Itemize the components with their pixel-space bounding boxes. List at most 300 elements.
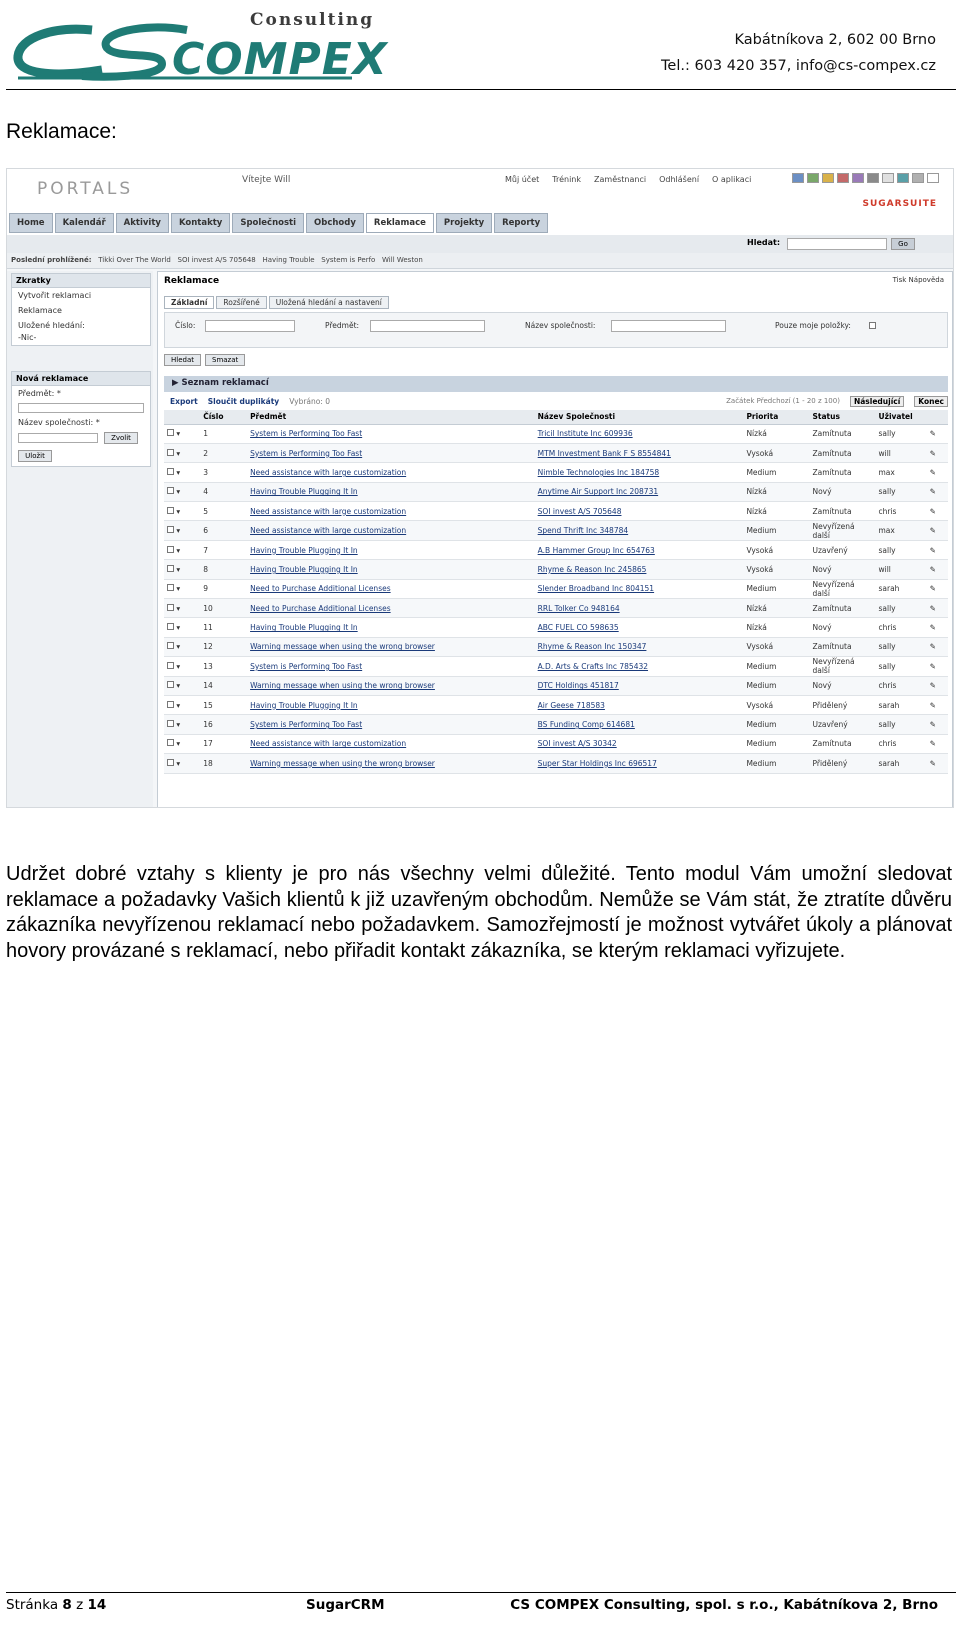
row-subject[interactable]: Need assistance with large customization xyxy=(247,521,535,540)
theme-swatch[interactable] xyxy=(822,173,834,183)
row-account[interactable]: MTM Investment Bank F S 8554841 xyxy=(535,443,744,462)
last-viewed-bar xyxy=(7,253,954,269)
theme-swatch[interactable] xyxy=(852,173,864,183)
col-user[interactable]: Uživatel xyxy=(876,410,927,424)
tab-home[interactable]: Home xyxy=(9,213,53,233)
theme-swatch[interactable] xyxy=(927,173,939,183)
row-account[interactable]: SOI invest A/S 705648 xyxy=(535,502,744,521)
filter-account-input[interactable] xyxy=(611,320,726,332)
row-priority: Vysoká xyxy=(743,637,809,656)
table-row[interactable] xyxy=(164,482,948,501)
row-subject[interactable]: System is Performing Too Fast xyxy=(247,715,535,734)
filter-number-input[interactable] xyxy=(205,320,295,332)
row-status: Zamítnuta xyxy=(809,599,875,618)
table-row[interactable] xyxy=(164,599,948,618)
row-checkbox[interactable] xyxy=(167,642,174,649)
row-menu-icon[interactable]: ▾ xyxy=(174,526,181,536)
row-subject[interactable]: Need assistance with large customization xyxy=(247,734,535,753)
tab-reports[interactable]: Reporty xyxy=(494,213,548,233)
row-checkbox[interactable] xyxy=(167,487,174,494)
edit-icon[interactable]: ✎ xyxy=(927,579,948,598)
theme-swatch[interactable] xyxy=(882,173,894,183)
filter-search-button[interactable]: Hledat xyxy=(164,354,201,366)
tab-accounts[interactable]: Společnosti xyxy=(232,213,304,233)
row-account[interactable]: DTC Holdings 451817 xyxy=(535,676,744,695)
row-subject[interactable]: Need assistance with large customization xyxy=(247,463,535,482)
list-toggle-icon[interactable]: ▶ xyxy=(172,378,179,388)
saved-search-select[interactable]: -Nic- xyxy=(18,333,37,342)
row-user: sally xyxy=(876,599,927,618)
row-checkbox[interactable] xyxy=(167,681,174,688)
row-checkbox[interactable] xyxy=(167,701,174,708)
saved-search-label: Uložené hledání: xyxy=(18,321,85,330)
tab-contacts[interactable]: Kontakty xyxy=(171,213,230,233)
row-select-cell xyxy=(164,599,200,618)
row-status: Nový xyxy=(809,560,875,579)
row-account[interactable]: Rhyme & Reason Inc 245865 xyxy=(535,560,744,579)
row-user: max xyxy=(876,463,927,482)
new-case-account-input[interactable] xyxy=(18,433,98,443)
row-menu-icon[interactable]: ▾ xyxy=(174,720,181,730)
row-account[interactable]: Spend Thrift Inc 348784 xyxy=(535,521,744,540)
row-account[interactable]: A.B Hammer Group Inc 654763 xyxy=(535,540,744,559)
section-title: Reklamace: xyxy=(6,120,117,143)
row-number: 14 xyxy=(200,676,247,695)
row-user: sally xyxy=(876,637,927,656)
print-help-links[interactable]: Tisk Nápověda xyxy=(892,276,944,284)
row-checkbox[interactable] xyxy=(167,584,174,591)
row-checkbox[interactable] xyxy=(167,604,174,611)
row-status: Nevyřízená další xyxy=(809,579,875,598)
row-checkbox[interactable] xyxy=(167,720,174,727)
edit-icon[interactable]: ✎ xyxy=(927,424,948,443)
row-subject[interactable]: System is Performing Too Fast xyxy=(247,424,535,443)
edit-icon[interactable]: ✎ xyxy=(927,443,948,462)
list-tools xyxy=(164,394,948,408)
row-number: 8 xyxy=(200,560,247,579)
row-number: 10 xyxy=(200,599,247,618)
row-account[interactable]: A.D. Arts & Crafts Inc 785432 xyxy=(535,657,744,676)
edit-icon[interactable]: ✎ xyxy=(927,502,948,521)
row-subject[interactable]: Having Trouble Plugging It In xyxy=(247,540,535,559)
crm-search-row xyxy=(7,235,954,253)
edit-icon[interactable]: ✎ xyxy=(927,637,948,656)
row-select-cell xyxy=(164,618,200,637)
table-row[interactable] xyxy=(164,424,948,443)
last-viewed-item[interactable]: System is Perfo xyxy=(321,256,376,264)
row-account[interactable]: ABC FUEL CO 598635 xyxy=(535,618,744,637)
row-menu-icon[interactable]: ▾ xyxy=(174,739,181,749)
row-account[interactable]: RRL Tolker Co 948164 xyxy=(535,599,744,618)
row-select-cell xyxy=(164,579,200,598)
row-menu-icon[interactable]: ▾ xyxy=(174,603,181,613)
row-status: Přidělený xyxy=(809,754,875,773)
row-user: chris xyxy=(876,734,927,753)
filter-clear-button[interactable]: Smazat xyxy=(205,354,245,366)
row-status: Zamítnuta xyxy=(809,463,875,482)
search-go-button[interactable]: Go xyxy=(891,238,915,250)
row-subject[interactable]: Need assistance with large customization xyxy=(247,502,535,521)
table-row[interactable] xyxy=(164,734,948,753)
row-number: 2 xyxy=(200,443,247,462)
shortcuts-title: Zkratky xyxy=(12,274,150,288)
search-input[interactable] xyxy=(787,238,887,250)
top-link[interactable]: Odhlášení xyxy=(659,175,700,184)
edit-icon[interactable]: ✎ xyxy=(927,540,948,559)
search-label: Hledat: xyxy=(747,238,781,247)
row-number: 9 xyxy=(200,579,247,598)
table-row[interactable] xyxy=(164,521,948,540)
row-menu-icon[interactable]: ▾ xyxy=(174,642,181,652)
col-status[interactable]: Status xyxy=(809,410,875,424)
edit-icon[interactable]: ✎ xyxy=(927,754,948,773)
col-subject[interactable]: Předmět xyxy=(247,410,535,424)
row-user: will xyxy=(876,443,927,462)
row-subject[interactable]: Warning message when using the wrong browser xyxy=(247,754,535,773)
tab-activities[interactable]: Aktivity xyxy=(116,213,169,233)
edit-icon[interactable]: ✎ xyxy=(927,599,948,618)
row-menu-icon[interactable]: ▾ xyxy=(174,467,181,477)
subtab-basic[interactable]: Základní xyxy=(164,296,214,309)
cases-table xyxy=(164,410,948,774)
crm-main-panel xyxy=(157,271,953,808)
edit-icon[interactable]: ✎ xyxy=(927,560,948,579)
row-account[interactable]: SOI invest A/S 30342 xyxy=(535,734,744,753)
table-row[interactable] xyxy=(164,695,948,714)
edit-icon[interactable]: ✎ xyxy=(927,657,948,676)
row-subject[interactable]: Having Trouble Plugging It In xyxy=(247,618,535,637)
col-account[interactable]: Název Společnosti xyxy=(535,410,744,424)
table-row[interactable] xyxy=(164,637,948,656)
table-row[interactable] xyxy=(164,463,948,482)
theme-swatch[interactable] xyxy=(837,173,849,183)
last-viewed-label: Poslední prohlížené: xyxy=(11,256,92,264)
new-case-subject-label: Předmět: * xyxy=(18,389,61,398)
row-number: 17 xyxy=(200,734,247,753)
row-subject[interactable]: Warning message when using the wrong browser xyxy=(247,676,535,695)
table-row[interactable] xyxy=(164,715,948,734)
page-separator: z xyxy=(76,1597,84,1613)
table-row[interactable] xyxy=(164,540,948,559)
row-priority: Nízká xyxy=(743,482,809,501)
row-subject[interactable]: System is Performing Too Fast xyxy=(247,657,535,676)
row-user: sally xyxy=(876,657,927,676)
row-priority: Nízká xyxy=(743,618,809,637)
export-link[interactable]: Export xyxy=(170,396,198,406)
row-number: 7 xyxy=(200,540,247,559)
theme-swatch[interactable] xyxy=(897,173,909,183)
page-prefix: Stránka xyxy=(6,1597,59,1613)
row-checkbox[interactable] xyxy=(167,565,174,572)
row-number: 3 xyxy=(200,463,247,482)
row-menu-icon[interactable]: ▾ xyxy=(174,564,181,574)
row-menu-icon[interactable]: ▾ xyxy=(174,758,181,768)
row-priority: Medium xyxy=(743,734,809,753)
filter-my-items-checkbox[interactable] xyxy=(869,322,876,329)
row-select-cell xyxy=(164,676,200,695)
row-priority: Medium xyxy=(743,579,809,598)
footer-divider xyxy=(6,1592,956,1593)
crm-top-links xyxy=(505,175,751,184)
row-account[interactable]: Air Geese 718583 xyxy=(535,695,744,714)
row-select-cell xyxy=(164,560,200,579)
row-priority: Medium xyxy=(743,715,809,734)
row-checkbox[interactable] xyxy=(167,449,174,456)
row-priority: Medium xyxy=(743,676,809,695)
last-viewed-item[interactable]: Having Trouble xyxy=(262,256,315,264)
row-account[interactable]: BS Funding Comp 614681 xyxy=(535,715,744,734)
row-select-cell xyxy=(164,657,200,676)
theme-swatches[interactable] xyxy=(792,173,939,183)
search-filter-panel xyxy=(164,312,948,348)
tab-opportunities[interactable]: Obchody xyxy=(306,213,364,233)
shortcuts-box xyxy=(11,273,151,346)
module-title: Reklamace xyxy=(164,276,220,286)
row-menu-icon[interactable]: ▾ xyxy=(174,448,181,458)
table-row[interactable] xyxy=(164,657,948,676)
row-menu-icon[interactable]: ▾ xyxy=(174,506,181,516)
shortcut-create-case[interactable]: Vytvořit reklamaci xyxy=(18,291,92,300)
crm-topbar xyxy=(7,169,954,213)
row-subject[interactable]: Having Trouble Plugging It In xyxy=(247,695,535,714)
subtab-saved[interactable]: Uložená hledání a nastavení xyxy=(269,296,389,309)
row-checkbox[interactable] xyxy=(167,546,174,553)
row-user: sally xyxy=(876,424,927,443)
row-number: 18 xyxy=(200,754,247,773)
edit-icon[interactable]: ✎ xyxy=(927,695,948,714)
filter-number-label: Číslo: xyxy=(175,321,196,330)
row-user: sally xyxy=(876,482,927,501)
page-header xyxy=(0,0,960,90)
row-menu-icon[interactable]: ▾ xyxy=(174,661,181,671)
row-account[interactable]: Rhyme & Reason Inc 150347 xyxy=(535,637,744,656)
row-user: will xyxy=(876,560,927,579)
crm-welcome: Vítejte Will xyxy=(242,175,291,185)
page-number xyxy=(6,1597,106,1613)
row-status: Zamítnuta xyxy=(809,502,875,521)
row-user: sarah xyxy=(876,579,927,598)
row-priority: Medium xyxy=(743,754,809,773)
subtab-advanced[interactable]: Rozšířené xyxy=(216,296,266,309)
tab-cases[interactable]: Reklamace xyxy=(366,213,434,233)
row-menu-icon[interactable]: ▾ xyxy=(174,429,181,439)
row-user: sally xyxy=(876,540,927,559)
row-menu-icon[interactable]: ▾ xyxy=(174,700,181,710)
col-number[interactable]: Číslo xyxy=(200,410,247,424)
row-user: chris xyxy=(876,502,927,521)
filter-my-items-label: Pouze moje položky: xyxy=(775,321,851,330)
new-case-account-row xyxy=(12,430,150,446)
row-menu-icon[interactable]: ▾ xyxy=(174,584,181,594)
row-account[interactable]: Anytime Air Support Inc 208731 xyxy=(535,482,744,501)
top-link[interactable]: Můj účet xyxy=(505,175,540,184)
new-case-subject-input[interactable] xyxy=(18,403,144,413)
new-case-title: Nová reklamace xyxy=(12,372,150,386)
row-number: 5 xyxy=(200,502,247,521)
row-priority: Vysoká xyxy=(743,443,809,462)
row-subject[interactable]: Need to Purchase Additional Licenses xyxy=(247,599,535,618)
row-user: sarah xyxy=(876,754,927,773)
table-body xyxy=(164,424,948,773)
row-status: Nový xyxy=(809,482,875,501)
row-user: sarah xyxy=(876,695,927,714)
row-select-cell xyxy=(164,715,200,734)
row-select-cell xyxy=(164,424,200,443)
row-user: sally xyxy=(876,715,927,734)
row-number: 1 xyxy=(200,424,247,443)
row-priority: Nízká xyxy=(743,502,809,521)
edit-icon[interactable]: ✎ xyxy=(927,521,948,540)
last-viewed-item[interactable]: Will Weston xyxy=(382,256,423,264)
header-divider xyxy=(6,89,956,90)
row-number: 4 xyxy=(200,482,247,501)
logo-name: COMPEX xyxy=(172,34,388,85)
table-row[interactable] xyxy=(164,502,948,521)
company-contact: Tel.: 603 420 357, info@cs-compex.cz xyxy=(661,58,936,74)
top-link[interactable]: O aplikaci xyxy=(712,175,752,184)
row-select-cell xyxy=(164,754,200,773)
row-checkbox[interactable] xyxy=(167,526,174,533)
table-row[interactable] xyxy=(164,560,948,579)
new-case-account-label: Název společnosti: * xyxy=(18,418,100,427)
row-subject[interactable]: Warning message when using the wrong browser xyxy=(247,637,535,656)
table-header-row xyxy=(164,410,948,424)
row-subject[interactable]: Having Trouble Plugging It In xyxy=(247,482,535,501)
table-row[interactable] xyxy=(164,579,948,598)
row-select-cell xyxy=(164,502,200,521)
row-priority: Vysoká xyxy=(743,540,809,559)
new-case-save-button[interactable]: Uložit xyxy=(18,450,52,462)
crm-screenshot xyxy=(6,168,954,808)
row-priority: Vysoká xyxy=(743,695,809,714)
row-checkbox[interactable] xyxy=(167,507,174,514)
row-status: Nevyřízená další xyxy=(809,657,875,676)
row-menu-icon[interactable]: ▾ xyxy=(174,681,181,691)
row-account[interactable]: Nimble Technologies Inc 184758 xyxy=(535,463,744,482)
row-select-cell xyxy=(164,443,200,462)
merge-duplicates-link[interactable]: Sloučit duplikáty xyxy=(207,396,280,406)
new-case-box xyxy=(11,371,151,467)
row-user: max xyxy=(876,521,927,540)
filter-account-label: Název společnosti: xyxy=(525,321,596,330)
row-account[interactable]: Tricil Institute Inc 609936 xyxy=(535,424,744,443)
tab-projects[interactable]: Projekty xyxy=(436,213,492,233)
row-select-cell xyxy=(164,482,200,501)
row-select-cell xyxy=(164,695,200,714)
row-status: Uzavřený xyxy=(809,540,875,559)
page-current: 8 xyxy=(62,1597,72,1613)
row-select-cell xyxy=(164,521,200,540)
row-status: Nový xyxy=(809,618,875,637)
col-priority[interactable]: Priorita xyxy=(743,410,809,424)
filter-subject-input[interactable] xyxy=(370,320,485,332)
row-checkbox[interactable] xyxy=(167,739,174,746)
filter-subject-label: Předmět: xyxy=(325,321,360,330)
row-priority: Medium xyxy=(743,521,809,540)
table-row[interactable] xyxy=(164,754,948,773)
row-status: Zamítnuta xyxy=(809,734,875,753)
list-header xyxy=(164,376,948,392)
row-status: Nový xyxy=(809,676,875,695)
page-footer xyxy=(6,1597,956,1617)
row-checkbox[interactable] xyxy=(167,662,174,669)
table-row[interactable] xyxy=(164,618,948,637)
filter-buttons xyxy=(164,354,245,366)
row-menu-icon[interactable]: ▾ xyxy=(174,623,181,633)
row-priority: Vysoká xyxy=(743,560,809,579)
row-subject[interactable]: System is Performing Too Fast xyxy=(247,443,535,462)
theme-swatch[interactable] xyxy=(912,173,924,183)
crm-brand: SUGARSUITE xyxy=(862,199,937,209)
row-priority: Nízká xyxy=(743,424,809,443)
edit-icon[interactable]: ✎ xyxy=(927,734,948,753)
row-menu-icon[interactable]: ▾ xyxy=(174,545,181,555)
table-row[interactable] xyxy=(164,676,948,695)
row-checkbox[interactable] xyxy=(167,623,174,630)
pager-next-button[interactable]: Následující xyxy=(850,396,904,407)
top-link[interactable]: Zaměstnanci xyxy=(594,175,647,184)
row-checkbox[interactable] xyxy=(167,468,174,475)
edit-icon[interactable]: ✎ xyxy=(927,676,948,695)
contact-block xyxy=(661,27,936,79)
row-number: 11 xyxy=(200,618,247,637)
last-viewed-item[interactable]: SOI invest A/S 705648 xyxy=(177,256,256,264)
crm-nav-tabs xyxy=(7,213,954,235)
new-case-select-button[interactable]: Zvolit xyxy=(104,432,138,444)
row-select-cell xyxy=(164,540,200,559)
top-link[interactable]: Trénink xyxy=(552,175,582,184)
selected-count: Vybráno: 0 xyxy=(289,396,331,406)
tab-calendar[interactable]: Kalendář xyxy=(55,213,114,233)
theme-swatch[interactable] xyxy=(807,173,819,183)
row-subject[interactable]: Having Trouble Plugging It In xyxy=(247,560,535,579)
row-checkbox[interactable] xyxy=(167,759,174,766)
logo-tagline: Consulting xyxy=(250,10,375,30)
search-subtabs xyxy=(164,296,389,309)
pager-end-button[interactable]: Konec xyxy=(914,396,948,407)
row-status: Zamítnuta xyxy=(809,424,875,443)
col-edit xyxy=(927,410,948,424)
theme-swatch[interactable] xyxy=(792,173,804,183)
row-select-cell xyxy=(164,637,200,656)
row-status: Zamítnuta xyxy=(809,637,875,656)
company-address: Kabátníkova 2, 602 00 Brno xyxy=(734,32,936,48)
row-subject[interactable]: Need to Purchase Additional Licenses xyxy=(247,579,535,598)
row-user: chris xyxy=(876,676,927,695)
theme-swatch[interactable] xyxy=(867,173,879,183)
shortcut-cases[interactable]: Reklamace xyxy=(18,306,62,315)
row-menu-icon[interactable]: ▾ xyxy=(174,487,181,497)
edit-icon[interactable]: ✎ xyxy=(927,618,948,637)
row-status: Nevyřízená další xyxy=(809,521,875,540)
pager-info: Začátek Předchozí (1 - 20 z 100) xyxy=(726,397,840,405)
row-checkbox[interactable] xyxy=(167,429,174,436)
list-title: Seznam reklamací xyxy=(181,378,269,388)
row-number: 12 xyxy=(200,637,247,656)
row-account[interactable]: Super Star Holdings Inc 696517 xyxy=(535,754,744,773)
edit-icon[interactable]: ✎ xyxy=(927,482,948,501)
row-priority: Nízká xyxy=(743,599,809,618)
edit-icon[interactable]: ✎ xyxy=(927,715,948,734)
row-priority: Medium xyxy=(743,657,809,676)
edit-icon[interactable]: ✎ xyxy=(927,463,948,482)
crm-sidebar xyxy=(7,271,153,808)
row-select-cell xyxy=(164,463,200,482)
last-viewed-item[interactable]: Tikki Over The World xyxy=(98,256,171,264)
table-row[interactable] xyxy=(164,443,948,462)
row-status: Přidělený xyxy=(809,695,875,714)
row-account[interactable]: Slender Broadband Inc 804151 xyxy=(535,579,744,598)
